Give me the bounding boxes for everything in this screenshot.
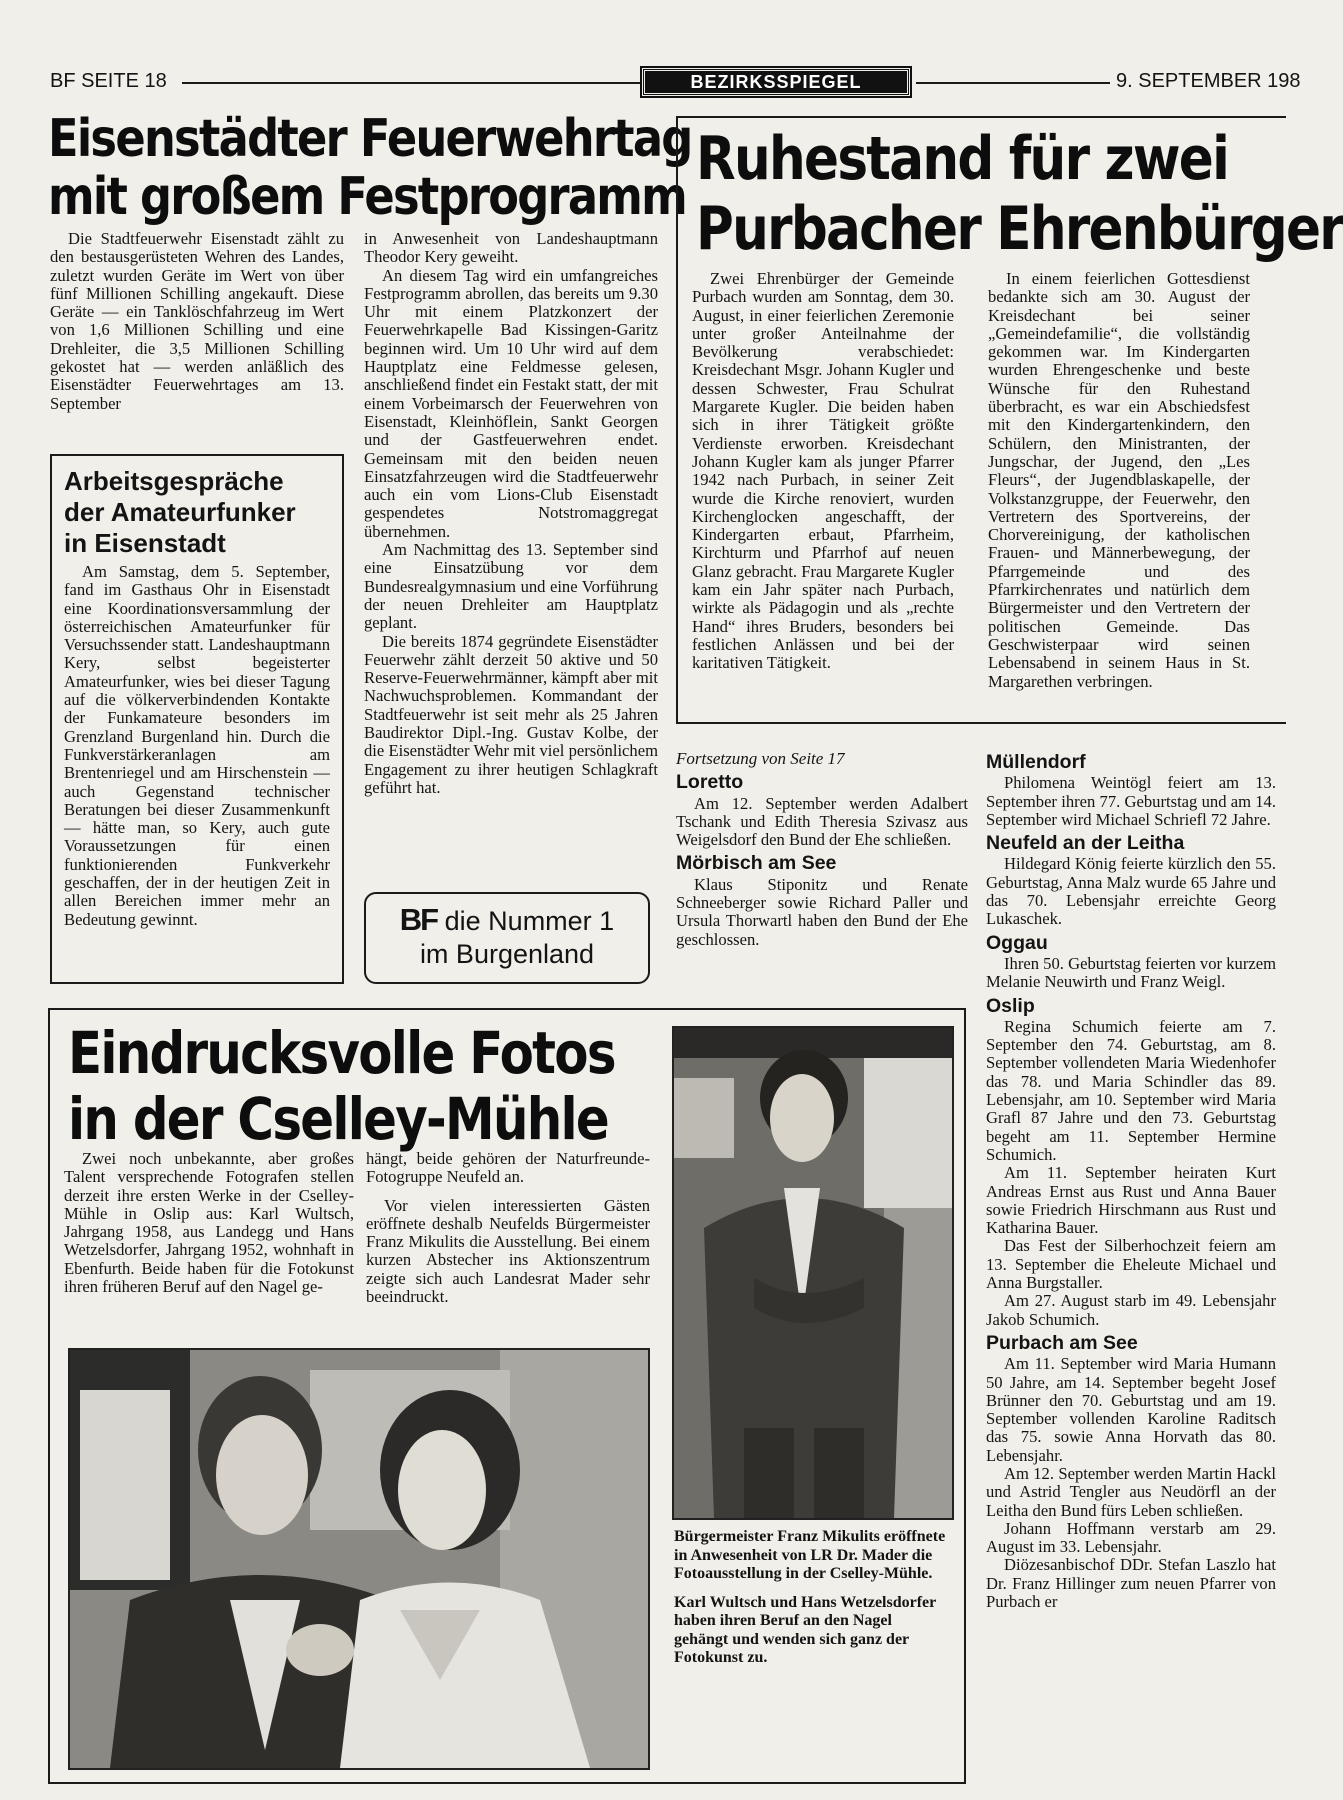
fortsetzung-column — [676, 750, 968, 949]
fotos-title-line2: in der Cselley-Mühle — [68, 1085, 609, 1153]
amateurfunk-body — [64, 563, 330, 929]
fotos-col1 — [64, 1150, 354, 1296]
oslip-p2: Am 11. September heiraten Kurt Andreas Ernst aus Rust und Anna Bauer sowie Friedrich Hirschmann aus Rust und Katharina Bauer. — [986, 1163, 1276, 1238]
amateurfunk-title-line3: in Eisenstadt — [64, 528, 226, 558]
ruhestand-col1 — [692, 270, 954, 673]
fotos-col2-p1: hängt, beide gehören der Naturfreunde-Fotogruppe Neufeld an. — [366, 1149, 650, 1187]
purbach-p1: Am 11. September wird Maria Humann 50 Jahre, am 14. September begeht Josef Brünner den 70. Geburtstag und am 19. September vollenden Karoline Raditsch das 75. sowie Anna Horvath das 80. Lebensjahr. — [986, 1354, 1276, 1465]
page-number: BF SEITE 18 — [50, 70, 167, 92]
ruhestand-title-line1: Ruhestand für zwei — [696, 124, 1229, 194]
feuerwehr-col2-p3: Am Nachmittag des 13. September sind eine Einsatzübung vor dem Bundesrealgymnasium und eine Vorführung der neuen Drehleiter am Hauptplatz geplant. — [364, 540, 658, 633]
feuerwehr-title-line2: mit großem Festprogramm — [48, 167, 687, 228]
town-muellendorf: Müllendorf — [986, 751, 1086, 773]
ruhestand-col1-text: Zwei Ehrenbürger der Gemeinde Purbach wurden am Sonntag, dem 30. August, in einer feierlichen Zeremonie unter großer Anteilnahme der Bevölkerung verabschiedet: Kreisdechant Msgr. Johann Kugler und dessen Schwester, Frau Schulrat Margarete Kugler. Die beiden haben sich in ihrer Tätigkeit größte Verdienste erworben. Kreisdechant Johann Kugler kam als junger Pfarrer 1942 nach Purbach, in seiner Zeit wurde die Kirche renoviert, wurden Kirchenglocken angeschafft, der Kindergarten erbaut, Pfarrheim, Kirchturm und Pfarrhof auf neuen Glanz gebracht. Frau Margarete Kugler kam ein Jahr später nach Purbach, wirkte als Pädagogin und als „rechte Hand“ ihres Bruders, besonders bei festlichen Anlässen und bei der karitativen Tätigkeit. — [692, 269, 954, 673]
section-banner — [642, 68, 910, 96]
ruhestand-headline — [696, 124, 1343, 264]
oslip-p3: Das Fest der Silberhochzeit feiern am 13. September die Eheleute Michael und Anna Burgstaller. — [986, 1236, 1276, 1293]
town-moerbisch: Mörbisch am See — [676, 852, 837, 875]
ruhestand-col2-text: In einem feierlichen Gottesdienst bedankte sich am 30. August der Kreisdechant bei seiner „Gemeindefamilie“, die vollständig gekommen war. Im Kindergarten wurden Ehrengeschenke und beste Wünsche für den Ruhestand überbracht, es war ein Abschiedsfest mit den Kindergartenkindern, den Schülern, den Ministranten, der Jungschar, der Jugend, den „Les Fleurs“, der Jugendblaskapelle, der Volkstanzgruppe, der Feuerwehr, den Vertretern des Sportvereins, der Chorvereinigung, der katholischen Frauen- und Männerbewegung, der Pfarrgemeinde und des Pfarrkirchenrates und natürlich dem Bürgermeister und den Vertretern der politischen Gemeinde. Das Geschwisterpaar wird seinen Lebensabend in seinem Haus in St. Margarethen verbringen. — [988, 269, 1250, 691]
bf-logo: BF — [399, 902, 438, 937]
neufeld-text: Hildegard König feierte kürzlich den 55. Geburtstag, Anna Malz wurde 65 Jahre und das 70. Lebensjahr erreichte Georg Lukaschek. — [986, 854, 1276, 929]
feuerwehr-col2-p4: Die bereits 1874 gegründete Eisenstädter Feuerwehr zählt derzeit 50 aktive und 50 Reserve-Feuerwehrmänner, kämpft aber mit Nachwuchsproblemen. Kommandant der Stadtfeuerwehr ist seit mehr als 25 Jahren Baudirektor Dipl.-Ing. Gustav Kolbe, der die Eisenstädter Wehr mit viel persönlichem Engagement zu ihrer heutigen Schlagkraft geführt hat. — [364, 631, 658, 797]
header-rule-left — [182, 82, 642, 84]
fortsetzung-label: Fortsetzung von Seite 17 — [676, 749, 845, 768]
muellendorf-text: Philomena Weintögl feiert am 13. September ihren 77. Geburtstag und am 14. September wird Michael Schriefl 72 Jahre. — [986, 773, 1276, 829]
feuerwehr-col1-text: Die Stadtfeuerwehr Eisenstadt zählt zu den bestausgerüsteten Wehren des Landes, zuletzt wurden Geräte im Wert von über fünf Millionen Schilling angekauft. Diese Geräte — ein Tanklöschfahrzeug im Wert von 1,6 Millionen Schilling und eine Drehleiter, die 3,5 Millionen Schilling gekostet hat — werden anläßlich des Eisenstädter Feuerwehrtages am 13. September — [50, 229, 344, 413]
ruhestand-title-line2: Purbacher Ehrenbürger — [696, 194, 1343, 264]
promo-line2: im Burgenland — [419, 939, 595, 969]
header-rule-right — [916, 82, 1110, 84]
town-loretto: Loretto — [676, 771, 744, 794]
amateurfunk-title — [64, 466, 330, 559]
fotos-title-line1: Eindrucksvolle Fotos — [68, 1019, 615, 1087]
feuerwehr-title-line1: Eisenstädter Feuerwehrtag — [48, 109, 692, 169]
promo-box — [364, 892, 650, 984]
feuerwehr-col2-p2: An diesem Tag wird ein umfangreiches Festprogramm abrollen, das bereits um 9.30 Uhr mit einem Platzkonzert der Feuerwehrkapelle Bad Kissingen-Garitz beginnen wird. Um 10 Uhr wird auf dem Hauptplatz eine Feldmesse gelesen, anschließend findet ein Festakt statt, der mit einem Vorbeimarsch der Feuerwehren von Eisenstadt, Kleinhöflein, Sankt Georgen und der Gastfeuerwehren endet. Gemeinsam mit den beiden neuen Einsatzfahrzeugen wird die Stadtfeuerwehr auch ein vom Lions-Club Eisenstadt gespendetes Notstromaggregat übernehmen. — [364, 265, 658, 541]
amateurfunk-title-line2: der Amateurfunker — [64, 497, 296, 527]
photo-two-photographers — [68, 1348, 650, 1770]
right-column — [986, 748, 1276, 1798]
fotos-col2 — [366, 1150, 650, 1306]
caption-mayor: Bürgermeister Franz Mikulits eröffnete in Anwesenheit von LR Dr. Mader die Fotoausstellung in der Cselley-Mühle. — [674, 1528, 946, 1582]
amateurfunk-text: Am Samstag, dem 5. September, fand im Gasthaus Ohr in Eisenstadt eine Koordinationsversammlung der österreichischen Amateurfunker für Versuchssender statt. Landeshauptmann Kery, selbst begeisterter Amateurfunker, wies bei dieser Tagung auf die völkerverbindenden Kontakte der Funkamateure besonders im Grenzland Burgenland hin. Durch die Funkverstärkeranlagen am Brentenriegel und am Hirschenstein — auch Gegenstand technischer Beratungen bei dieser Zusammenkunft — hätte man, so Kery, auch gute Voraussetzungen für einen funktionierenden Funkverkehr geschaffen, der in der heutigen Zeit in allen Bereichen immer mehr an Bedeutung gewinnt. — [64, 562, 330, 929]
town-purbach: Purbach am See — [986, 1331, 1138, 1354]
oggau-text: Ihren 50. Geburtstag feierten vor kurzem Melanie Neuwirth und Franz Weigl. — [986, 953, 1276, 992]
fotos-col2-p2: Vor vielen interessierten Gästen eröffnete deshalb Neufelds Bürgermeister Franz Mikulits die Ausstellung. Bei einem kurzen Abstecher ins Aktionszentrum zeigte sich auch Landesrat Mader sehr beeindruckt. — [366, 1195, 650, 1307]
fotos-box — [48, 1008, 966, 1784]
photo-captions — [674, 1528, 950, 1678]
caption-photographers: Karl Wultsch und Hans Wetzelsdorfer haben ihren Beruf an den Nagel gehängt und wenden sich ganz der Fotokunst zu. — [674, 1593, 936, 1666]
moerbisch-text: Klaus Stiponitz und Renate Schneeberger sowie Richard Paller und Ursula Thorwartl haben den Bund der Ehe geschlossen. — [676, 874, 968, 949]
amateurfunk-box — [50, 454, 344, 984]
feuerwehr-headline — [48, 109, 692, 228]
town-oslip: Oslip — [986, 994, 1035, 1017]
section-title: BEZIRKSSPIEGEL — [690, 72, 862, 92]
promo-line1: die Nummer 1 — [444, 906, 615, 936]
amateurfunk-title-line1: Arbeitsgespräche — [64, 466, 284, 496]
ruhestand-box — [676, 116, 1343, 724]
ruhestand-col2 — [988, 270, 1250, 691]
oslip-p1: Regina Schumich feierte am 7. September den 74. Geburtstag, am 8. September vollendeten Maria Wiedenhofer das 78. und Maria Schindler das 89. Lebensjahr, am 10. September wird Maria Grafl 87 Jahre und den 73. Geburtstag begeht am 11. September Hermine Schumich. — [986, 1016, 1276, 1164]
feuerwehr-col1 — [50, 230, 344, 413]
town-neufeld: Neufeld an der Leitha — [986, 832, 1185, 855]
feuerwehr-col2-p1: in Anwesenheit von Landeshauptmann Theodor Kery geweiht. — [364, 229, 658, 267]
page-header — [50, 68, 1301, 98]
photo-two-photographers-art — [70, 1350, 648, 1768]
purbach-p3: Johann Hoffmann verstarb am 29. August im 33. Lebensjahr. — [986, 1518, 1276, 1557]
loretto-text: Am 12. September werden Adalbert Tschank und Edith Theresia Szivasz aus Weigelsdorf den Bund der Ehe schließen. — [676, 793, 968, 850]
oslip-p4: Am 27. August starb im 49. Lebensjahr Jakob Schumich. — [986, 1291, 1276, 1329]
town-oggau: Oggau — [986, 931, 1048, 954]
feuerwehr-col2 — [364, 230, 658, 797]
fotos-col1-text: Zwei noch unbekannte, aber großes Talent versprechende Fotografen stellen derzeit ihre ersten Werke in der Cselley-Mühle in Oslip aus: Karl Wultsch, Jahrgang 1958, aus Landegg und Hans Wetzelsdorfer, Jahrgang 1952, wohnhaft in Ebenfurth. Beide haben für die Fotokunst ihren früheren Beruf auf den Nagel ge- — [64, 1149, 354, 1297]
purbach-p4: Diözesanbischof DDr. Stefan Laszlo hat Dr. Franz Hillinger zum neuen Pfarrer von Purbach er — [986, 1555, 1276, 1612]
issue-date: 9. SEPTEMBER 198 — [1116, 70, 1301, 92]
promo-line1-wrap — [366, 904, 648, 937]
photo-mayor-mikulits — [672, 1026, 954, 1520]
purbach-p2: Am 12. September werden Martin Hackl und Astrid Tengler aus Neudörfl an der Leitha den Bund fürs Leben schließen. — [986, 1463, 1276, 1520]
fotos-headline — [68, 1020, 688, 1152]
photo-mayor-art — [674, 1028, 952, 1518]
